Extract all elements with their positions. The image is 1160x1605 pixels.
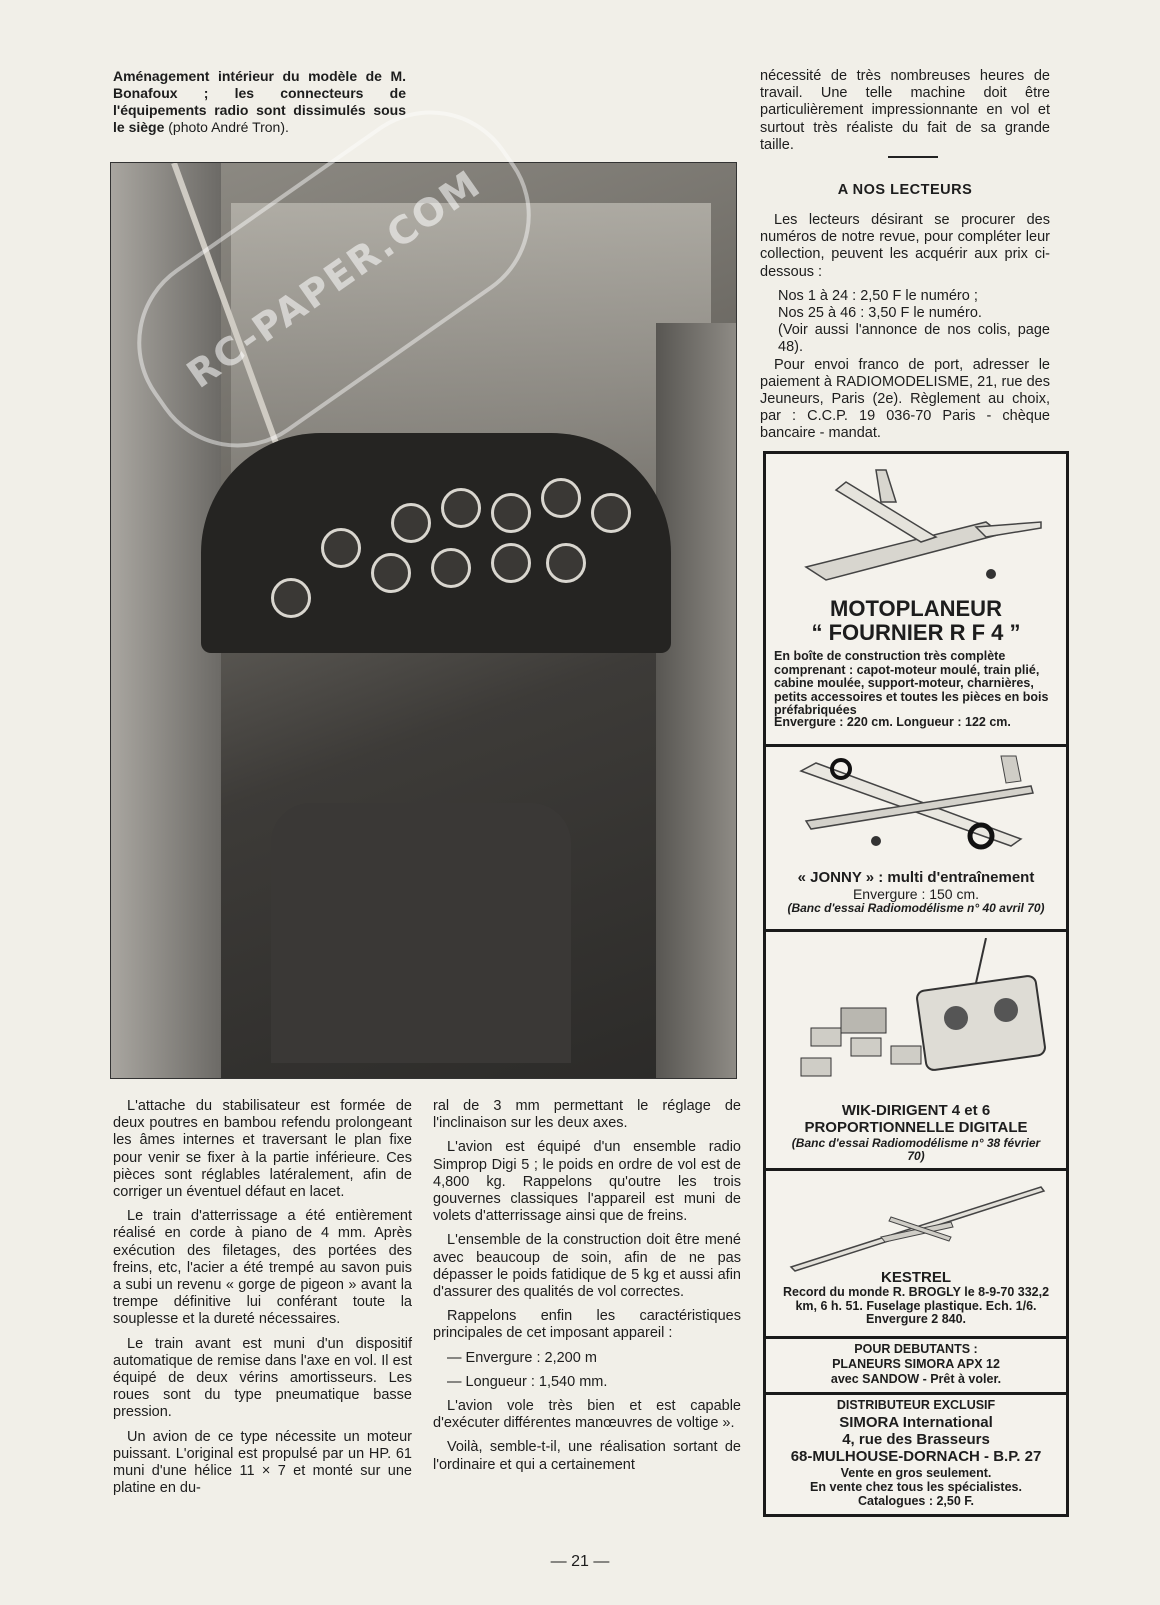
spec-line: — Longueur : 1,540 mm. — [447, 1373, 608, 1390]
ad-line: PLANEURS SIMORA APX 12 — [832, 1357, 1000, 1371]
ad-title: « JONNY » : multi d'entraînement — [797, 869, 1035, 886]
ad-dimensions: Envergure : 220 cm. Longueur : 122 cm. — [774, 715, 1011, 729]
ad-line: Catalogues : 2,50 F. — [857, 1494, 974, 1508]
jonny-plane-illustration — [781, 751, 1051, 861]
paragraph: (Voir aussi l'annonce de nos colis, page 48). — [778, 322, 1050, 356]
paragraph: Le train d'atterrissage a été entièrement réalisé en corde à piano de 4 mm. Après exécution des filetages, des portées des freins, etc, l'acier a été trempé au savon puis a subi un revenu « gorge de pigeon » avant la trempe définitive lui conférant toute la souplesse et la dureté nécessaires. — [113, 1208, 412, 1328]
gauge — [541, 478, 581, 518]
gauge — [391, 503, 431, 543]
spec-line: — Envergure : 2,200 m — [447, 1349, 597, 1366]
ad-line: SIMORA International — [839, 1414, 993, 1431]
ad-wingspan: Envergure : 150 cm. — [852, 886, 980, 902]
paragraph: Un avion de ce type nécessite un moteur puissant. L'original est propulsé par un HP. 61 muni d'une hélice 11 × 7 et monté sur une platine en du- — [113, 1428, 412, 1497]
simora-advertisement — [763, 451, 1069, 1517]
ad-debutants — [766, 1339, 1066, 1392]
paragraph: nécessité de très nombreuses heures de travail. Une telle machine doit être particulièrement impressionnante en vol et surtout très réaliste du fait de sa grande taille. — [760, 68, 1050, 153]
radio-set-illustration — [781, 938, 1051, 1098]
gauge — [371, 553, 411, 593]
article-column-middle — [433, 1098, 741, 1481]
price-line: Nos 25 à 46 : 3,50 F le numéro. — [778, 305, 982, 322]
ad-description: En boîte de construction très complète comprenant : capot-moteur moulé, train plié, cabine moulée, support-moteur, charnières, petits accessoires et toutes les pièces en bois préfabriquées — [774, 649, 1049, 717]
ad-review-note: (Banc d'essai Radiomodélisme n° 38 février 70) — [791, 1136, 1041, 1163]
paragraph: Pour envoi franco de port, adresser le paiement à RADIOMODELISME, 21, rue des Jeuneurs, Paris (2e). Règlement au choix, par : C.C.P. 19 036-70 Paris - chèque bancaire - mandat. — [760, 356, 1050, 442]
ad-line: avec SANDOW - Prêt à voler. — [830, 1372, 1002, 1386]
ad-description: Record du monde R. BROGLY le 8-9-70 332,2 km, 6 h. 51. Fuselage plastique. Ech. 1/6. Envergure 2 840. — [782, 1285, 1050, 1326]
ad-distributor — [766, 1395, 1066, 1511]
gauge — [321, 528, 361, 568]
cockpit-right-panel — [656, 323, 736, 1078]
lecteurs-heading: A NOS LECTEURS — [837, 182, 973, 198]
caption-credit: (photo André Tron). — [164, 119, 289, 135]
gauge — [431, 548, 471, 588]
ad-line: Vente en gros seulement. — [840, 1466, 992, 1480]
page-number: — 21 — — [550, 1553, 610, 1570]
ad-jonny — [766, 747, 1066, 929]
ad-review-note: (Banc d'essai Radiomodélisme n° 40 avril 70) — [787, 901, 1045, 915]
paragraph: L'avion est équipé d'un ensemble radio Simprop Digi 5 ; le poids en ordre de vol est de 4,800 kg. Rappelons qu'outre les trois gouvernes classiques l'appareil est muni de volets d'atterrissage ainsi que de freins. — [433, 1139, 741, 1225]
kestrel-glider-illustration — [781, 1177, 1051, 1272]
gauge — [591, 493, 631, 533]
ad-line: 4, rue des Brasseurs — [842, 1431, 990, 1448]
paragraph: Rappelons enfin les caractéristiques principales de cet imposant appareil : — [433, 1308, 741, 1342]
motorglider-illustration — [786, 462, 1046, 597]
ad-title: MOTOPLANEUR — [830, 596, 1002, 621]
paragraph: Voilà, semble-t-il, une réalisation sortant de l'ordinaire et qui a certainement — [433, 1439, 741, 1473]
ad-title: PROPORTIONNELLE DIGITALE — [804, 1119, 1028, 1136]
ad-title: KESTREL — [880, 1269, 951, 1286]
lecteurs-notice — [760, 212, 1050, 450]
pilot-seat — [271, 803, 571, 1063]
gauge — [441, 488, 481, 528]
article-column-left — [113, 1098, 412, 1504]
separator-rule — [888, 156, 938, 158]
paragraph: L'ensemble de la construction doit être mené avec beaucoup de soin, afin de ne pas dépasser le poids fatidique de 5 kg et aussi afin d'assurer des qualités de vol correctes. — [433, 1232, 741, 1301]
paragraph: L'attache du stabilisateur est formée de deux poutres en bambou refendu prolongeant les âmes internes et traversant le plan fixe pour venir se fixer à la partie inférieure. Ces pièces sont réglables latéralement, afin de corriger un éventuel défaut en lacet. — [113, 1098, 412, 1201]
ad-title: WIK-DIRIGENT 4 et 6 — [841, 1102, 991, 1119]
paragraph: L'avion vole très bien et est capable d'exécuter différentes manœuvres de voltige ». — [433, 1398, 741, 1432]
caption-bold: Aménagement intérieur du modèle de M. Bonafoux ; les connecteurs de l'équipements radio sont dissimulés sous le siège — [113, 68, 406, 135]
watermark-logo: RC-PAPER.COM — [102, 75, 566, 483]
gauge — [491, 543, 531, 583]
ad-title: “ FOURNIER R F 4 ” — [811, 620, 1021, 645]
ad-line: 68-MULHOUSE-DORNACH - B.P. 27 — [790, 1448, 1042, 1465]
paragraph: Les lecteurs désirant se procurer des numéros de notre revue, pour compléter leur collection, peuvent les acquérir aux prix ci-dessous : — [760, 212, 1050, 280]
instrument-panel — [201, 433, 671, 653]
ad-kestrel — [766, 1171, 1066, 1336]
photo-caption — [113, 68, 406, 136]
ad-line: POUR DEBUTANTS : — [854, 1342, 978, 1356]
ad-wik-dirigent — [766, 932, 1066, 1168]
paragraph: ral de 3 mm permettant le réglage de l'inclinaison sur les deux axes. — [433, 1098, 741, 1132]
price-line: Nos 1 à 24 : 2,50 F le numéro ; — [778, 287, 978, 304]
article-continuation — [760, 68, 1050, 161]
gauge — [546, 543, 586, 583]
ad-line: En vente chez tous les spécialistes. — [810, 1480, 1022, 1494]
gauge — [271, 578, 311, 618]
paragraph: Le train avant est muni d'un dispositif automatique de remise dans l'axe en vol. Il est équipé de deux vérins amortisseurs. Les roues sont du type pneumatique basse pression. — [113, 1335, 412, 1421]
ad-fournier — [766, 454, 1066, 744]
gauge — [491, 493, 531, 533]
ad-line: DISTRIBUTEUR EXCLUSIF — [836, 1398, 996, 1412]
